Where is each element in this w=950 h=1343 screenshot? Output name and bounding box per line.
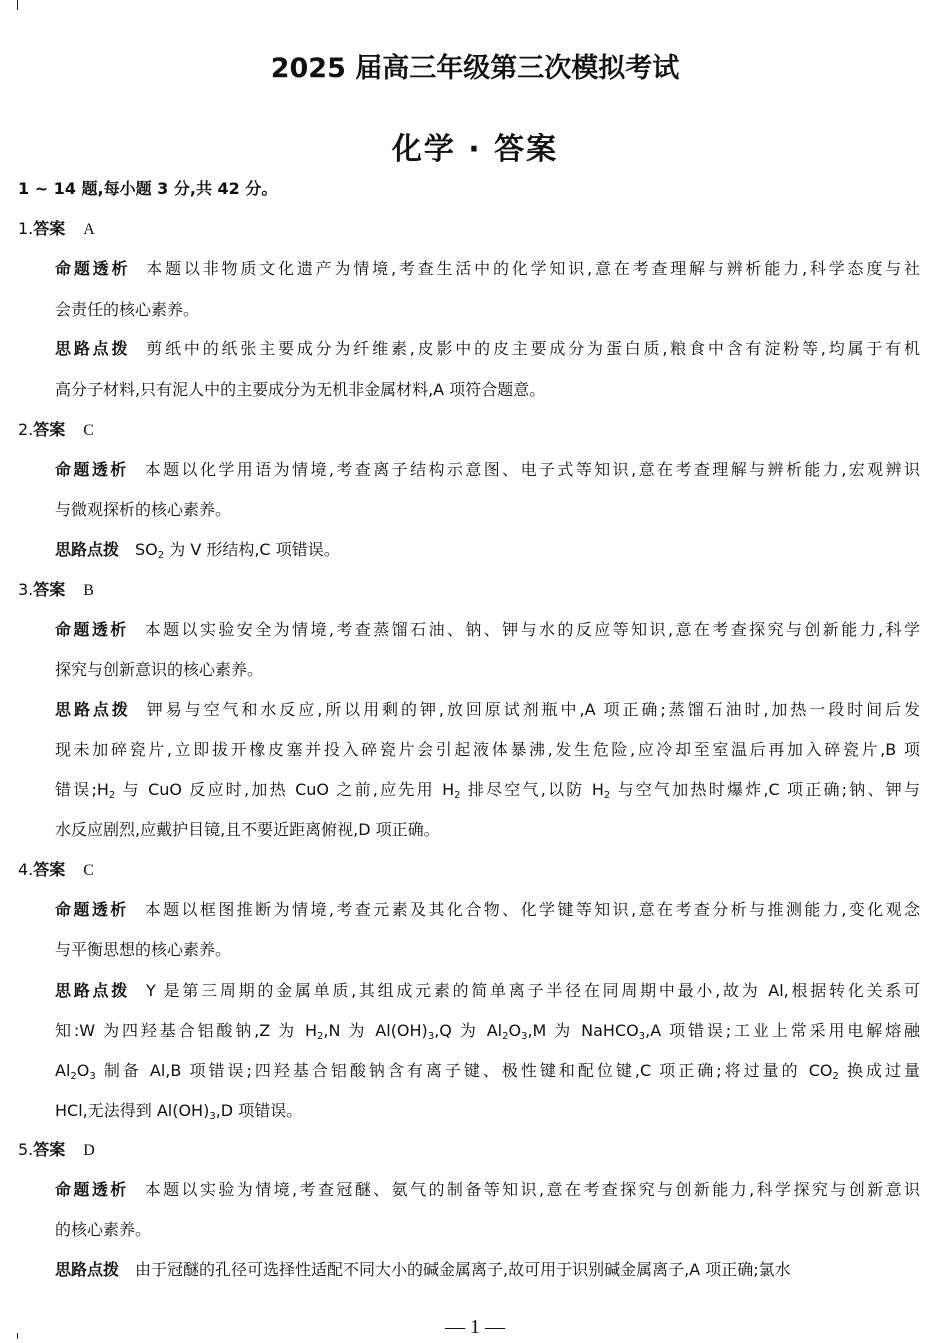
- hint-text: 水反应剧烈,应戴护目镜,且不要近距离俯视,D 项正确。: [55, 820, 440, 839]
- subscript: 2: [70, 1071, 77, 1082]
- hint-text: HCl,无法得到 $Al(OH)_3,D$ 项错误。: [55, 1101, 303, 1122]
- question-number: 2.: [18, 420, 34, 439]
- answer-choice: C: [83, 422, 94, 439]
- analysis-text: 会责任的核心素养。: [55, 300, 200, 319]
- analysis-text: 本题以框图推断为情境,考查元素及其化合物、化学键等知识,意在考查分析与推测能力,变化观念: [144, 900, 920, 919]
- hint-text: 现未加碎瓷片,立即拔开橡皮塞并投入碎瓷片会引起液体暴沸,发生危险,应冷却至室温后再加入碎瓷片,B 项: [55, 740, 920, 759]
- analysis-text: 本题以实验为情境,考查冠醚、氨气的制备等知识,意在考查探究与创新能力,科学探究与创新意识: [144, 1180, 920, 1199]
- hint-line: [55, 1259, 920, 1281]
- page-number: — 1 —: [445, 1316, 505, 1338]
- question-number: 5.: [18, 1140, 34, 1159]
- analysis-label: 命题透析: [55, 1180, 129, 1199]
- subscript: 2: [502, 1031, 509, 1042]
- analysis-line: [55, 499, 920, 521]
- analysis-text: 的核心素养。: [55, 1220, 152, 1239]
- answer-label: 答案: [33, 860, 66, 879]
- question-2-header: [18, 419, 94, 442]
- answer-label: 答案: [33, 420, 66, 439]
- analysis-line: [55, 619, 920, 641]
- scoring-intro: 1 ~ 14 题,每小题 3 分,共 42 分。: [18, 179, 278, 198]
- subscript: 2: [603, 790, 611, 801]
- subscript: 3: [427, 1031, 435, 1042]
- hint-text: 高分子材料,只有泥人中的主要成分为无机非金属材料,A 项符合题意。: [55, 380, 546, 399]
- hint-line: [55, 819, 920, 841]
- hint-line: [55, 980, 920, 1002]
- hint-label: 思路点拨: [55, 700, 131, 719]
- analysis-line: [55, 939, 920, 961]
- analysis-text: 本题以非物质文化遗产为情境,考查生活中的化学知识,意在考查理解与辨析能力,科学态度与社: [146, 259, 920, 278]
- hint-line: [55, 379, 920, 401]
- question-number: 1.: [18, 219, 34, 238]
- question-4-header: [18, 859, 94, 882]
- hint-text: $Al_2O_3$ 制备 Al,B 项错误;四羟基合铝酸钠含有离子键、极性键和配位键,C 项正确;将过量的 $CO_2$ 换成过量: [55, 1061, 920, 1082]
- hint-text: 知:W 为四羟基合铝酸钠,Z 为 $H_2,N$ 为 $Al(OH)_3,Q$ 为 $Al_2O_3,M$ 为 NaHCO$_3$,A 项错误;工业上常采用电解熔融: [55, 1021, 920, 1042]
- hint-line: [55, 739, 920, 761]
- question-number: 4.: [18, 860, 34, 879]
- subscript: 3: [521, 1031, 528, 1042]
- hint-label: 思路点拨: [55, 1260, 120, 1279]
- subscript: 3: [209, 1111, 216, 1122]
- analysis-text: 本题以实验安全为情境,考查蒸馏石油、钠、钾与水的反应等知识,意在考查探究与创新能力,科学: [144, 620, 920, 639]
- crop-mark-top-left: [17, 0, 18, 10]
- question-1-header: [18, 218, 95, 241]
- subscript: 2: [454, 790, 461, 801]
- analysis-label: 命题透析: [55, 259, 131, 278]
- hint-text: 错误$;H_2$ 与 CuO 反应时,加热 CuO 之前,应先用 $H_2$ 排尽空气,以防 $H_2$ 与空气加热时爆炸,C 项正确;钠、钾与: [55, 780, 920, 801]
- subscript: 2: [317, 1031, 324, 1042]
- document-subtitle: 化学 · 答案: [391, 132, 559, 167]
- analysis-text: 与微观探析的核心素养。: [55, 500, 232, 519]
- hint-line: [55, 539, 920, 561]
- hint-text: Y 是第三周期的金属单质,其组成元素的简单离子半径在同周期中最小,故为 Al,根据转化关系可: [146, 981, 920, 1000]
- answer-label: 答案: [33, 580, 66, 599]
- subscript: 3: [638, 1031, 646, 1042]
- answer-choice: D: [83, 1142, 95, 1159]
- answer-label: 答案: [33, 219, 66, 238]
- answer-label: 答案: [33, 1140, 66, 1159]
- hint-line: [55, 1060, 920, 1082]
- analysis-line: [55, 459, 920, 481]
- hint-label: 思路点拨: [55, 981, 130, 1000]
- hint-text: 由于冠醚的孔径可选择性适配不同大小的碱金属离子,故可用于识别碱金属离子,A 项正确;氯水: [135, 1260, 791, 1279]
- analysis-text: 探究与创新意识的核心素养。: [55, 660, 264, 679]
- analysis-text: 与平衡思想的核心素养。: [55, 940, 232, 959]
- hint-line: [55, 1020, 920, 1042]
- analysis-line: [55, 899, 920, 921]
- analysis-text: 本题以化学用语为情境,考查离子结构示意图、电子式等知识,意在考查理解与辨析能力,宏观辨识: [144, 460, 920, 479]
- hint-label: 思路点拨: [55, 339, 131, 358]
- analysis-line: [55, 1219, 920, 1241]
- analysis-label: 命题透析: [55, 460, 129, 479]
- analysis-line: [55, 659, 920, 681]
- hint-line: [55, 1100, 920, 1122]
- question-number: 3.: [18, 580, 34, 599]
- document-title: 2025 届高三年级第三次模拟考试: [270, 53, 680, 84]
- analysis-label: 命题透析: [55, 620, 129, 639]
- question-3-header: [18, 579, 94, 602]
- hint-line: [55, 699, 920, 721]
- subscript: 2: [832, 1071, 839, 1082]
- analysis-label: 命题透析: [55, 900, 129, 919]
- question-5-header: [18, 1139, 95, 1162]
- hint-text: $SO_2$ 为 V 形结构,C 项错误。: [135, 540, 340, 561]
- hint-text: 剪纸中的纸张主要成分为纤维素,皮影中的皮主要成分为蛋白质,粮食中含有淀粉等,均属于有机: [146, 339, 920, 358]
- subscript: 3: [89, 1071, 96, 1082]
- subscript: 2: [157, 550, 165, 561]
- hint-line: [55, 338, 920, 360]
- answer-choice: B: [83, 582, 94, 599]
- subscript: 2: [108, 790, 116, 801]
- hint-label: 思路点拨: [55, 540, 120, 559]
- analysis-line: [55, 1179, 920, 1201]
- answer-choice: A: [83, 221, 95, 238]
- analysis-line: [55, 258, 920, 280]
- answer-choice: C: [83, 862, 94, 879]
- hint-text: 钾易与空气和水反应,所以用剩的钾,放回原试剂瓶中,A 项正确;蒸馏石油时,加热一段时间后发: [146, 700, 920, 719]
- analysis-line: [55, 299, 920, 321]
- hint-line: [55, 779, 920, 801]
